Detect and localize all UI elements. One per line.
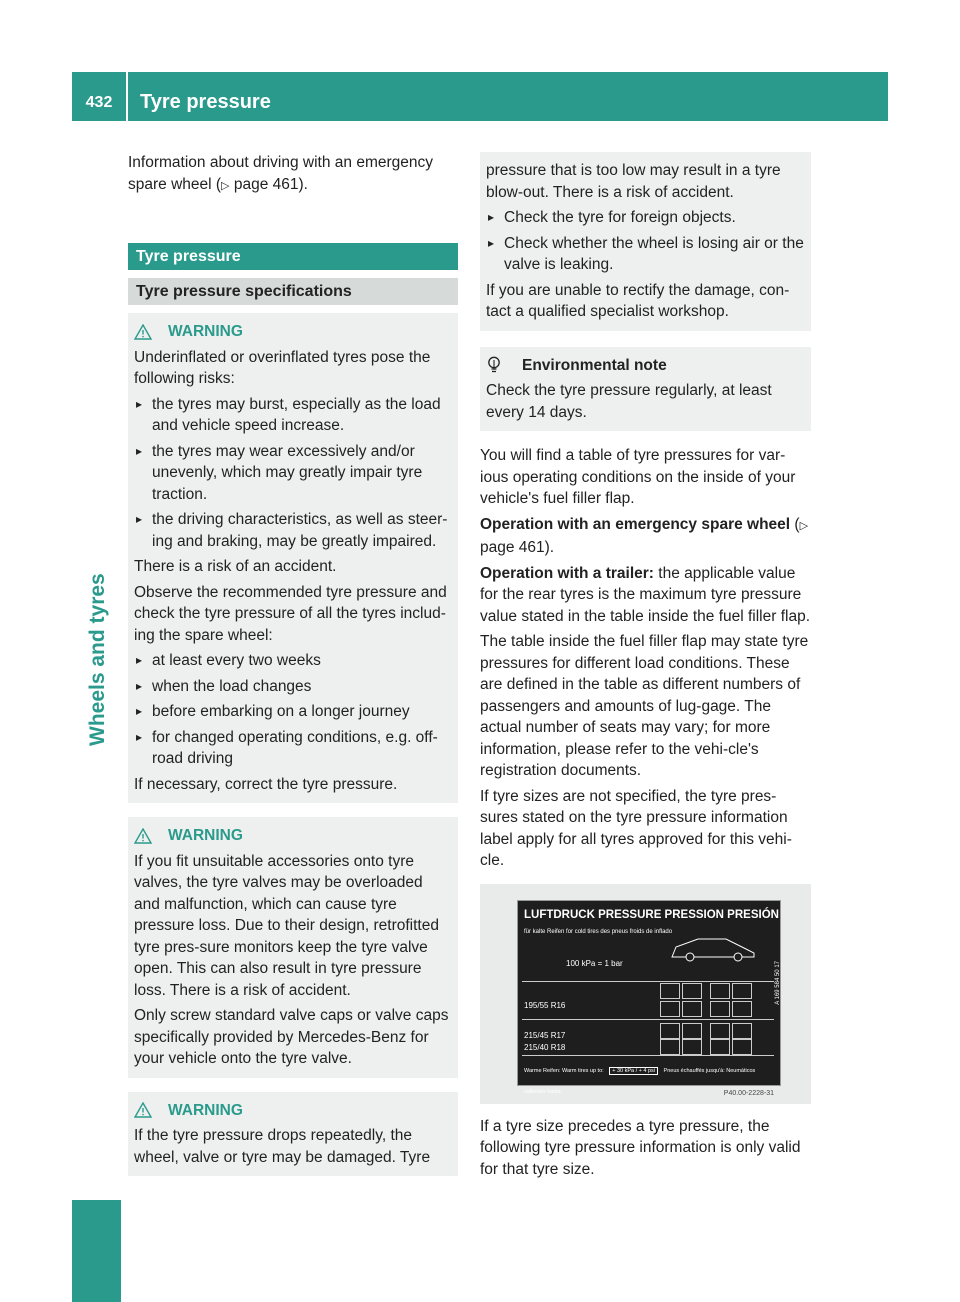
warning-continuation-box [480,152,811,331]
environmental-note-label: Environmental note [522,356,667,374]
subsection-heading: Tyre pressure specifications [128,278,458,305]
intro-text [128,152,458,197]
warning-triangle-icon [134,1102,152,1118]
list-item: ▸ the tyres may wear excessively and/or unevenly, which may greatly impair tyre traction. [134,441,452,506]
observe-text: Observe the recommended tyre pressure and check the tyre pressure of all the tyres includ-ing the spare wheel: [134,583,447,644]
warning-heading [134,825,452,847]
warning-text-2: Only screw standard valve caps or valve caps specifically provided by Mercedes-Benz for your vehicle onto the tyre valve. [134,1007,449,1067]
warning-triangle-icon [134,324,152,340]
page-number: 432 [85,94,113,111]
body-paragraph: If tyre sizes are not specified, the tyre pres-sures stated on the tyre pressure information label apply for all tyres approved for this vehi-cle. [480,787,792,869]
environmental-note-heading [486,355,805,377]
warning-intro: Underinflated or overinflated tyres pose the following risks: [134,348,431,387]
triangle-right-icon: ▷ [221,179,230,192]
page-title: Tyre pressure [140,91,271,113]
risk-list [134,394,452,553]
warning-triangle-icon [134,828,152,844]
label-unit-note: 100 kPa = 1 bar [566,958,623,968]
section-heading: Tyre pressure [128,243,458,270]
label-divider [522,981,774,982]
closing-text: If necessary, correct the tyre pressure. [134,775,398,793]
list-item: ▸ for changed operating conditions, e.g. off-road driving [134,727,452,770]
label-footer-mid: + 30 kPa / + 4 psi [609,1067,658,1075]
intro-line-2: spare wheel ( [128,175,222,193]
page-header [72,72,888,121]
list-item: ▸ the tyres may burst, especially as the load and vehicle speed increase. [134,394,452,437]
figure-code: P40.00-2228-31 [723,1090,774,1097]
triangle-right-icon: ▷ [799,519,809,532]
left-column [128,152,458,1190]
risk-statement: There is a risk of an accident. [134,558,337,575]
warning-box-1 [128,313,458,803]
trailer-paragraph [480,563,811,628]
header-divider [126,72,128,121]
page-reference-link[interactable]: page 461). [233,175,308,193]
body-paragraph: The table inside the fuel filler flap may state tyre pressures for different load conditions. These are defined in the table as different numbers of passengers and amounts of lug-gage. The actual number of seats may vary; for more information, please refer to the vehi-cle's registration documents. [480,633,809,779]
warning-text: If you fit unsuitable accessories onto tyre valves, the tyre valves may be overloaded and malfunction, which can cause tyre pressure loss. Due to their design, retrofitted tyre pres-sure monitors keep the tyre valve open. This can also result in tyre pressure loss. There is a risk of accident. [134,852,439,999]
list-item: ▸ before embarking on a longer journey [134,701,452,723]
list-item: ▸ when the load changes [134,676,452,698]
warning-label: WARNING [168,827,243,844]
list-item: ▸ Check the tyre for foreign objects. [486,207,805,229]
list-item: ▸ at least every two weeks [134,650,452,672]
label-divider [522,1055,774,1056]
tyre-pressure-label [517,900,781,1097]
list-item: ▸ the driving characteristics, as well as steer-ing and braking, may be greatly impaired. [134,509,452,552]
emergency-spare-paragraph [480,514,811,559]
intro-line: Information about driving with an emergency [128,154,433,171]
body-paragraph: You will find a table of tyre pressures for var-ious operating conditions on the inside of your vehicle's fuel filler flap. [480,447,796,507]
bold-term: Operation with an emergency spare wheel [480,515,791,533]
check-interval-list [134,650,452,770]
bold-term: Operation with a trailer: [480,564,654,582]
label-title: LUFTDRUCK PRESSURE PRESSION PRESIÓN [524,908,779,921]
car-silhouette-icon [668,929,758,963]
workshop-text: If you are unable to rectify the damage, con-tact a qualified specialist workshop. [486,281,790,320]
label-divider [522,1019,774,1020]
label-footer-right: Pneus échauffés jusqu'à: Neumáticos calientes hasta: [524,1067,756,1095]
lightbulb-icon [486,356,502,374]
body-paragraph: If a tyre size precedes a tyre pressure, the following tyre pressure information is only valid for that tyre size. [480,1117,801,1178]
environmental-note-text: Check the tyre pressure regularly, at least every 14 days. [486,382,772,421]
label-footer-left: Warme Reifen: Warm tires up to: [524,1067,604,1074]
warning-heading [134,1100,452,1122]
label-subtitle: für kalte Reifen for cold tires des pneus froids de inflado [524,928,673,935]
trailer-text: the applicable value for the rear tyres is the maximum tyre pressure value stated in the table inside the fuel filler flap. [480,564,811,625]
warning-box-3 [128,1092,458,1177]
right-column [480,152,811,1184]
tyre-size-row: 215/40 R18 [524,1042,566,1052]
page-reference-link[interactable]: page 461). [480,539,555,556]
list-item: ▸ Check whether the wheel is losing air or the valve is leaking. [486,233,805,276]
chapter-side-tab [72,1200,121,1302]
environmental-note-box [480,347,811,432]
ref-open: ( [790,515,800,533]
tyre-pressure-label-figure [480,884,811,1104]
warning-text: If the tyre pressure drops repeatedly, the wheel, valve or tyre may be damaged. Tyre [134,1127,431,1166]
warning-label: WARNING [168,323,243,340]
warning-box-2 [128,817,458,1078]
warning-continuation-text: pressure that is too low may result in a tyre blow-out. There is a risk of accident. [486,162,781,201]
chapter-side-label: Wheels and tyres [86,573,109,746]
warning-label: WARNING [168,1101,243,1119]
tyre-size-row: 195/55 R16 [524,1000,566,1010]
tyre-size-row: 215/45 R17 [524,1030,566,1040]
label-part-number: A 169 584 50 17 [775,960,781,1005]
action-list [486,207,805,276]
warning-heading [134,321,452,343]
